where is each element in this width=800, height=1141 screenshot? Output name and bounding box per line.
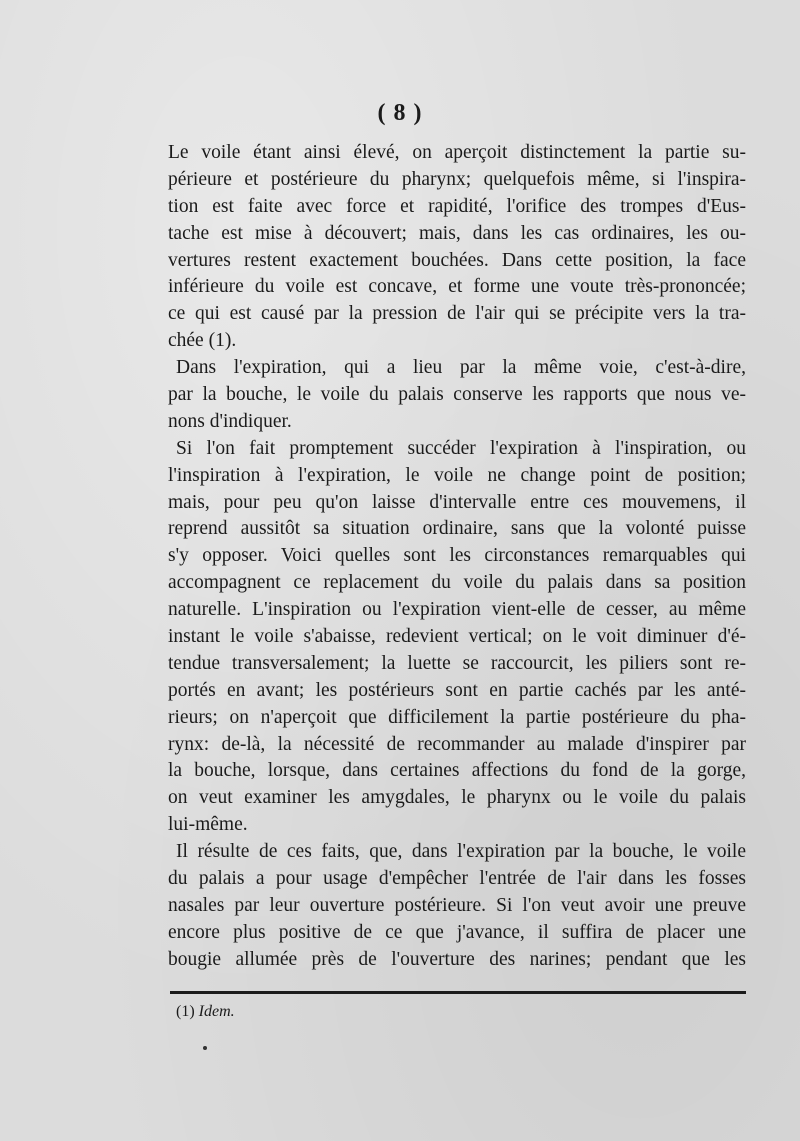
text-line: rynx: de-là, la nécessité de recommander au malade d'inspirer par <box>168 733 746 755</box>
text-line: s'y opposer. Voici quelles sont les circonstances remarquables qui <box>168 545 746 567</box>
text-line: l'inspiration à l'expiration, le voile ne change point de position; <box>168 464 746 486</box>
text-line: vertures restent exactement bouchées. Dans cette position, la face <box>168 249 746 271</box>
body-text <box>168 140 746 974</box>
text-line: Si l'on fait promptement succéder l'expiration à l'inspiration, ou <box>176 437 746 459</box>
text-line: Le voile étant ainsi élevé, on aperçoit distinctement la partie su- <box>168 142 746 163</box>
text-line: périeure et postérieure du pharynx; quelquefois même, si l'inspira- <box>168 168 746 190</box>
footnote <box>176 1003 235 1021</box>
text-line: rieurs; on n'aperçoit que difficilement la partie postérieure du pha- <box>168 706 746 728</box>
text-line: bougie allumée près de l'ouverture des narines; pendant que les <box>168 948 746 970</box>
text-line: reprend aussitôt sa situation ordinaire, sans que la volonté puisse <box>168 518 746 540</box>
text-line: du palais a pour usage d'empêcher l'entrée de l'air dans les fosses <box>168 868 746 890</box>
text-line: la bouche, lorsque, dans certaines affections du fond de la gorge, <box>168 760 746 782</box>
text-line: tendue transversalement; la luette se raccourcit, les piliers sont re- <box>168 652 746 674</box>
text-line: par la bouche, le voile du palais conserve les rapports que nous ve- <box>168 384 746 406</box>
text-line: instant le voile s'abaisse, redevient vertical; on le voit diminuer d'é- <box>168 626 746 648</box>
text-line: chée (1). <box>168 330 237 352</box>
text-line: Il résulte de ces faits, que, dans l'expiration par la bouche, le voile <box>176 841 746 863</box>
footnote-text: Idem. <box>198 1003 235 1020</box>
text-line: accompagnent ce replacement du voile du palais dans sa position <box>168 572 746 594</box>
page-number: ( 8 ) <box>377 100 423 126</box>
text-line: tion est faite avec force et rapidité, l'orifice des trompes d'Eus- <box>168 195 746 217</box>
ink-speck <box>203 1046 207 1050</box>
text-line: naturelle. L'inspiration ou l'expiration vient-elle de cesser, au même <box>168 599 746 621</box>
footnote-rule <box>170 991 746 994</box>
text-line: nons d'indiquer. <box>168 410 292 432</box>
text-line: Dans l'expiration, qui a lieu par la même voie, c'est-à-dire, <box>176 357 746 379</box>
text-line: on veut examiner les amygdales, le pharynx ou le voile du palais <box>168 787 746 809</box>
text-line: inférieure du voile est concave, et forme une voute très-prononcée; <box>168 276 746 298</box>
text-line: tache est mise à découvert; mais, dans les cas ordinaires, les ou- <box>168 222 746 244</box>
text-line: ce qui est causé par la pression de l'air qui se précipite vers la tra- <box>168 303 746 325</box>
text-line: encore plus positive de ce que j'avance, il suffira de placer une <box>168 921 746 943</box>
text-line: lui-même. <box>168 814 248 836</box>
text-line: portés en avant; les postérieurs sont en partie cachés par les anté- <box>168 679 746 701</box>
text-line: nasales par leur ouverture postérieure. Si l'on veut avoir une preuve <box>168 894 746 916</box>
footnote-marker: (1) <box>176 1003 195 1020</box>
text-line: mais, pour peu qu'on laisse d'intervalle entre ces mouvemens, il <box>168 491 746 513</box>
